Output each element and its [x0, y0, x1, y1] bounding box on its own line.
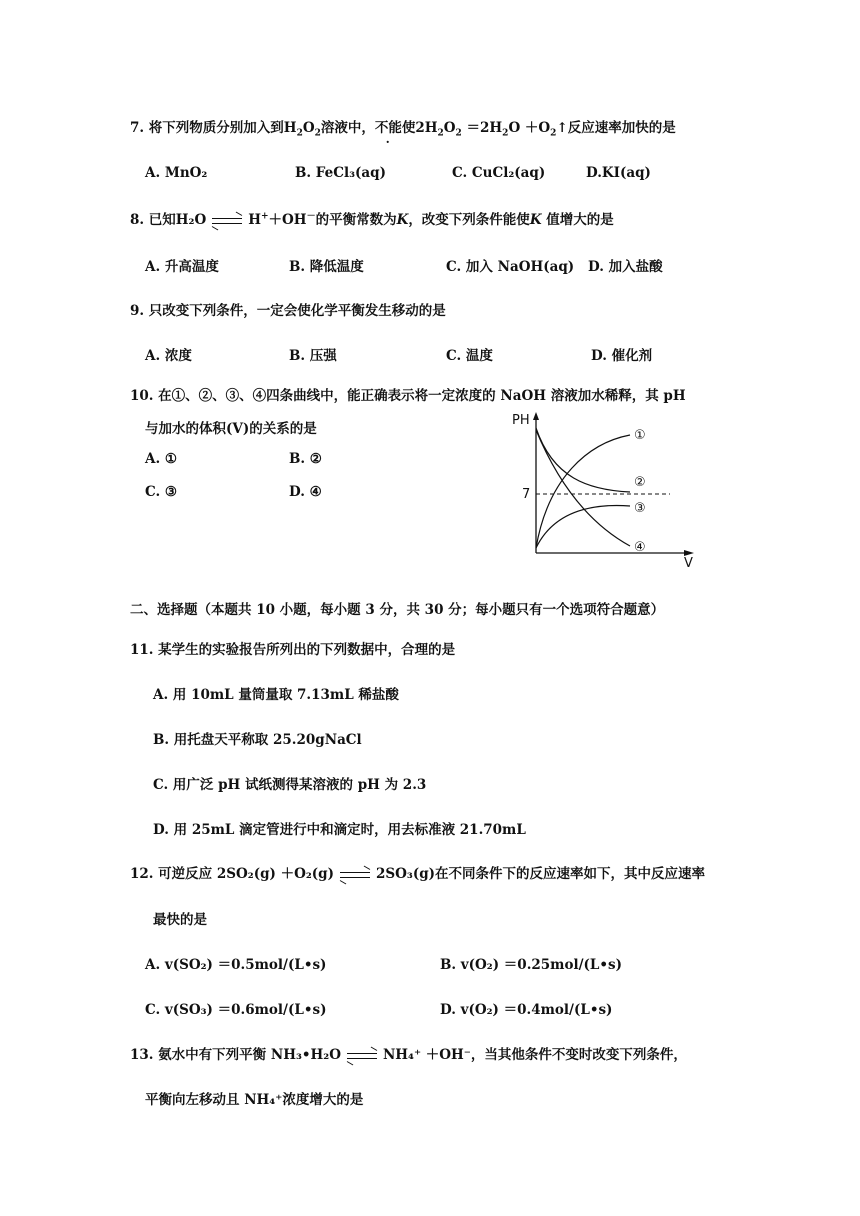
q12-option-d[interactable]: D. v(O₂) ＝0.4mol/(L•s) — [440, 1002, 613, 1018]
equilibrium-arrow-icon — [347, 1052, 377, 1060]
y-axis-arrow-icon — [533, 412, 539, 420]
curve-2-label: ② — [634, 475, 646, 490]
q10-option-b[interactable]: B. ② — [289, 451, 322, 467]
curve-3 — [536, 505, 630, 548]
q8-option-b[interactable]: B. 降低温度 — [289, 259, 364, 275]
q12-stem-line2: 最快的是 — [153, 912, 207, 928]
q11-option-d[interactable]: D. 用 25mL 滴定管进行中和滴定时，用去标准液 21.70mL — [153, 822, 526, 838]
q11-option-b[interactable]: B. 用托盘天平称取 25.20gNaCl — [153, 732, 362, 748]
y-axis-label: PH — [512, 413, 530, 428]
q9-option-c[interactable]: C. 温度 — [446, 348, 493, 364]
q12-option-b[interactable]: B. v(O₂) ＝0.25mol/(L•s) — [440, 957, 623, 973]
q7-option-c[interactable]: C. CuCl₂(aq) — [452, 165, 546, 181]
q8-option-d[interactable]: D. 加入盐酸 — [588, 259, 663, 275]
q11-option-c[interactable]: C. 用广泛 pH 试纸测得某溶液的 pH 为 2.3 — [153, 777, 427, 793]
q7-emphasis: 不能 — [374, 120, 402, 136]
q8-option-a[interactable]: A. 升高温度 — [145, 259, 219, 275]
q10-stem-line2: 与加水的体积(V)的关系的是 — [145, 421, 317, 437]
ph-dilution-graph — [508, 408, 698, 568]
equilibrium-arrow-icon — [340, 871, 370, 879]
x-axis-label: V — [684, 556, 693, 568]
ph-7-label: 7 — [522, 487, 531, 502]
q11-option-a[interactable]: A. 用 10mL 量筒量取 7.13mL 稀盐酸 — [153, 687, 399, 703]
equilibrium-arrow-icon — [212, 217, 242, 225]
section-2-title: 二、选择题（本题共 10 小题，每小题 3 分，共 30 分；每小题只有一个选项符合题意） — [130, 602, 665, 618]
q9-option-b[interactable]: B. 压强 — [289, 348, 337, 364]
q10-option-d[interactable]: D. ④ — [289, 484, 322, 500]
q8-stem: 8. 已知H₂O H+＋OH－的平衡常数为K，改变下列条件能使K 值增大的是 — [130, 211, 614, 228]
q13-stem: 13. 氨水中有下列平衡 NH₃•H₂O NH₄⁺ ＋OH⁻，当其他条件不变时改变下列条件， — [130, 1047, 687, 1063]
q9-option-a[interactable]: A. 浓度 — [145, 348, 192, 364]
q7-stem: 7. 将下列物质分别加入到$H_2O_2$溶液中，不能使$2H_2O_2 =2H_2O$ $+O_2↑$反应速率加快的是 — [130, 120, 676, 139]
q7-number: 7. — [130, 120, 145, 136]
q8-option-c[interactable]: C. 加入 NaOH(aq) — [446, 259, 575, 275]
q9-stem: 9. 只改变下列条件，一定会使化学平衡发生移动的是 — [130, 303, 446, 319]
curve-1 — [536, 435, 630, 548]
q10-stem-line1: 10. 在①、②、③、④四条曲线中，能正确表示将一定浓度的 NaOH 溶液加水稀释，其 pH — [130, 388, 686, 404]
q13-stem-line2: 平衡向左移动且 NH₄⁺浓度增大的是 — [145, 1092, 364, 1108]
q7-option-d[interactable]: D.KI(aq) — [586, 165, 651, 181]
q12-option-c[interactable]: C. v(SO₃) ＝0.6mol/(L•s) — [145, 1002, 327, 1018]
q12-stem: 12. 可逆反应 2SO₂(g) ＋O₂(g) 2SO₃(g)在不同条件下的反应速率如下，其中反应速率 — [130, 866, 706, 882]
q7-option-a[interactable]: A. MnO₂ — [145, 165, 208, 181]
q9-option-d[interactable]: D. 催化剂 — [591, 348, 653, 364]
q12-option-a[interactable]: A. v(SO₂) ＝0.5mol/(L•s) — [145, 957, 327, 973]
curve-4-label: ④ — [634, 540, 646, 555]
curve-3-label: ③ — [634, 501, 646, 516]
curve-1-label: ① — [634, 428, 646, 443]
q10-option-c[interactable]: C. ③ — [145, 484, 178, 500]
q11-stem: 11. 某学生的实验报告所列出的下列数据中，合理的是 — [130, 642, 456, 658]
q10-option-a[interactable]: A. ① — [145, 451, 177, 467]
q7-option-b[interactable]: B. FeCl₃(aq) — [295, 165, 386, 181]
